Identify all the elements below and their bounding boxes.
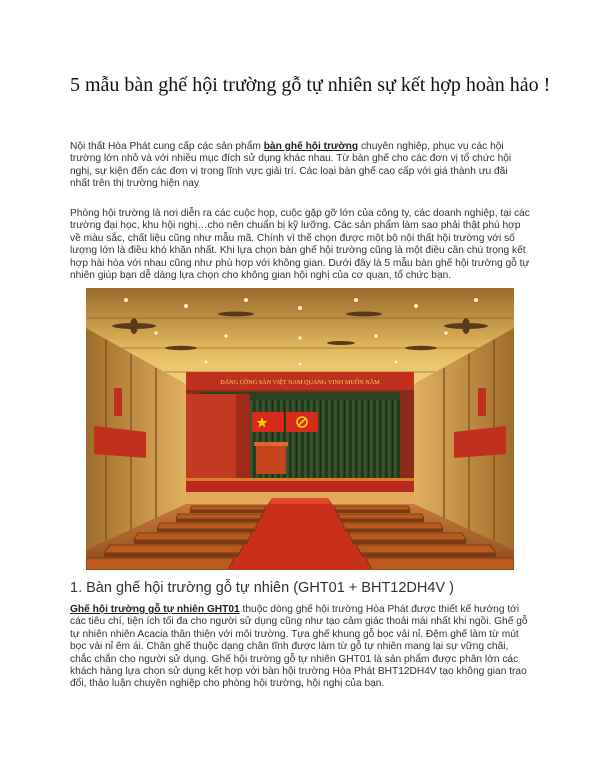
slogan-banner: ĐẢNG CỘNG SẢN VIỆT NAM QUANG VINH MUÔN NĂM: [220, 379, 380, 386]
conference-hall-photo: [86, 288, 514, 570]
section-1-heading: 1. Bàn ghế hội trường gỗ tự nhiên (GHT01 + BHT12DH4V ): [70, 580, 454, 596]
section-1-paragraph: [70, 604, 530, 691]
intro-paragraph: [70, 141, 530, 191]
section-1-body: thuộc dòng ghế hội trường Hòa Phát được thiết kế hướng tới các tiêu chí, tiện ích tối đa cho người sử dụng cũng như tạo cảm giác thoải mái nhất khi ngồi. Ghế gỗ tự nhiên nhiên Acacia thân thiện với môi trường. Tựa ghế khung gỗ bọc vải nỉ. Đệm ghế làm từ mút bọc vải nỉ êm ái. Chân ghế thuộc dạng chân tĩnh được làm từ gỗ tự nhiên mang lại sự vững chãi, chắc chắn cho người sử dụng. Ghế hội trường gỗ tự nhiên GHT01 là sản phẩm được phân lớn các khách hàng lựa chọn sử dụng kết hợp với bàn hội trường Hòa Phát BHT12DH4V tạo không gian trao đổi, thảo luận chuyên nghiệp cho phòng hội trường, hội nghị của bạn.: [70, 604, 528, 690]
party-flag-icon: [252, 412, 284, 432]
body-paragraph-2: Phòng hội trường là nơi diễn ra các cuộc họp, cuộc gặp gỡ lớn của công ty, các doanh nghiệp, tại các trường đại học, khu hội nghị…cho nên chuẩn bị kỹ lưỡng. Các sản phẩm làm sao phải thật phù hợp về màu sắc, chất liệu cũng như mẫu mã. Chính vì thế chọn được một bộ nội thất hội trường với số lượng lớn là điều khó khăn nhất. Khi lựa chọn bàn ghế hội trường cũng là một điều cần chú trọng kết hợp hài hòa với nhau cũng như phù hợp với không gian. Dưới đây là 5 mẫu bàn ghế hội trường gỗ tự nhiên giúp bạn dễ dàng lựa chọn cho không gian hội nghị của cơ quan, tổ chức bạn.: [70, 208, 530, 282]
ght01-link[interactable]: Ghế hội trường gỗ tự nhiên GHT01: [70, 604, 240, 615]
page-title: 5 mẫu bàn ghế hội trường gỗ tự nhiên sự kết hợp hoàn hảo !: [70, 74, 551, 96]
intro-text-after: chuyên nghiệp, phục vụ các hội trường lớn nhỏ và với nhiều mục đích sử dụng khác nhau. Từ bàn ghế cho các đơn vị tổ chức hội nghị, sự kiện đến các đơn vị trong lĩnh vực giải trí. Các loại bàn ghế cao cấp với giá thành ưu đãi nhất trên thị trường hiện nay: [70, 141, 512, 190]
national-flag-icon: [286, 412, 318, 432]
intro-text-before: Nội thất Hòa Phát cung cấp các sản phẩm: [70, 141, 264, 152]
ban-ghe-hoi-truong-link[interactable]: bàn ghế hội trường: [263, 141, 359, 152]
